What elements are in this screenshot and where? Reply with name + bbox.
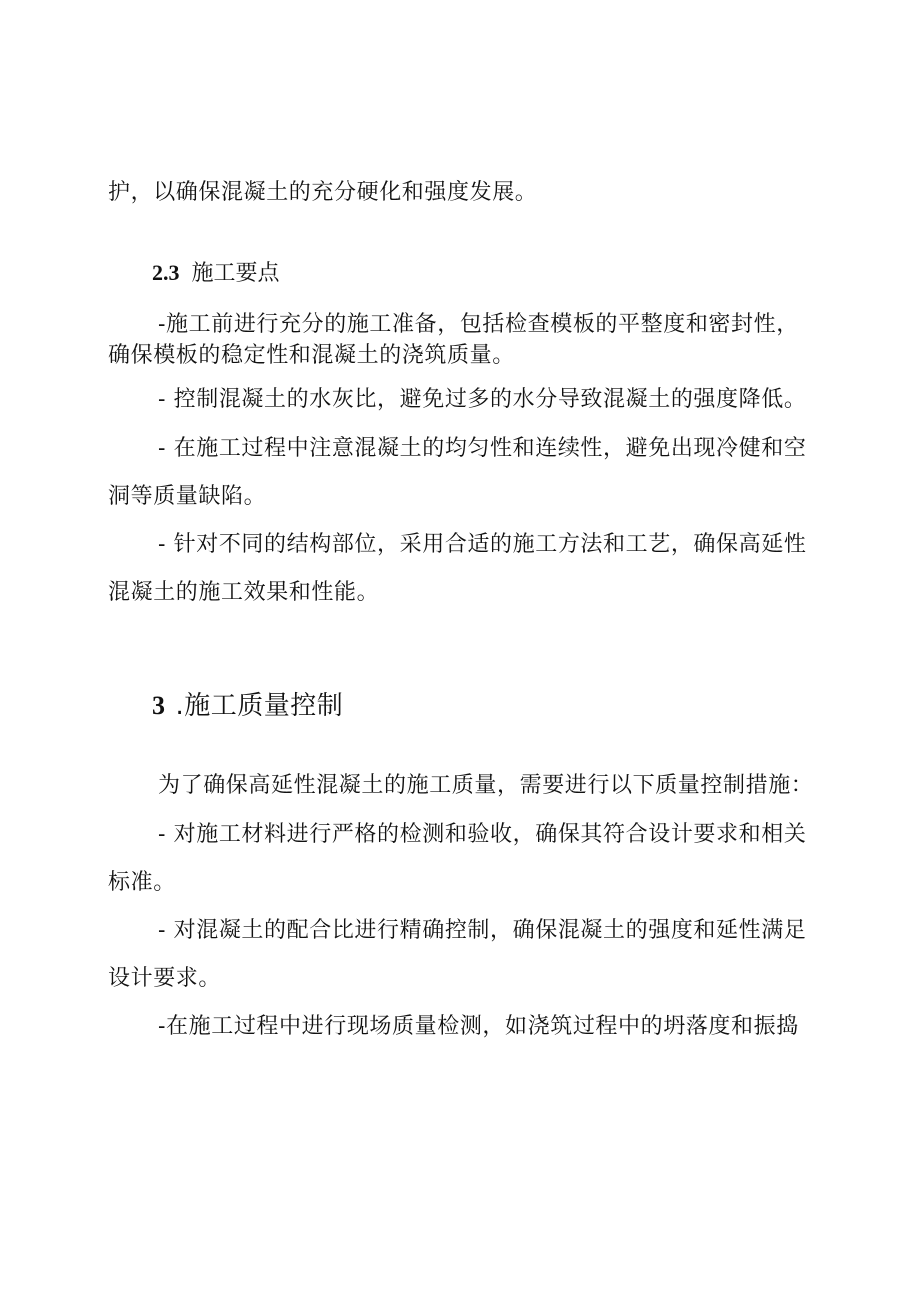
paragraph-continuation: 护，以确保混凝土的充分硬化和强度发展。	[108, 180, 538, 205]
bullet-line: -在施工过程中进行现场质量检测，如浇筑过程中的坍落度和振捣	[158, 1014, 799, 1039]
bullet-line: 确保模板的稳定性和混凝土的浇筑质量。	[108, 343, 515, 368]
subsection-title: 施工要点	[191, 261, 280, 286]
bullet-line: - 针对不同的结构部位，采用合适的施工方法和工艺，确保高延性	[158, 532, 807, 557]
bullet-line: 混凝土的施工效果和性能。	[108, 580, 380, 605]
section-number: 3	[152, 691, 166, 720]
section-title: .施工质量控制	[175, 691, 344, 721]
bullet-line: - 对混凝土的配合比进行精确控制，确保混凝土的强度和延性满足	[158, 918, 807, 943]
bullet-line: - 对施工材料进行严格的检测和验收，确保其符合设计要求和相关	[158, 822, 807, 847]
bullet-line: - 在施工过程中注意混凝土的均匀性和连续性，避免出现冷健和空	[158, 436, 807, 461]
bullet-line: 设计要求。	[108, 966, 222, 991]
bullet-line: - 控制混凝土的水灰比，避免过多的水分导致混凝土的强度降低。	[158, 387, 807, 412]
bullet-line: -施工前进行充分的施工准备，包括检查模板的平整度和密封性，	[158, 312, 799, 337]
subsection-heading	[152, 258, 280, 289]
bullet-line: 标准。	[108, 870, 176, 895]
bullet-line: 洞等质量缺陷。	[108, 484, 267, 509]
section-heading	[152, 688, 343, 724]
section-intro: 为了确保高延性混凝土的施工质量，需要进行以下质量控制措施：	[158, 773, 814, 798]
subsection-number: 2.3	[152, 260, 180, 285]
